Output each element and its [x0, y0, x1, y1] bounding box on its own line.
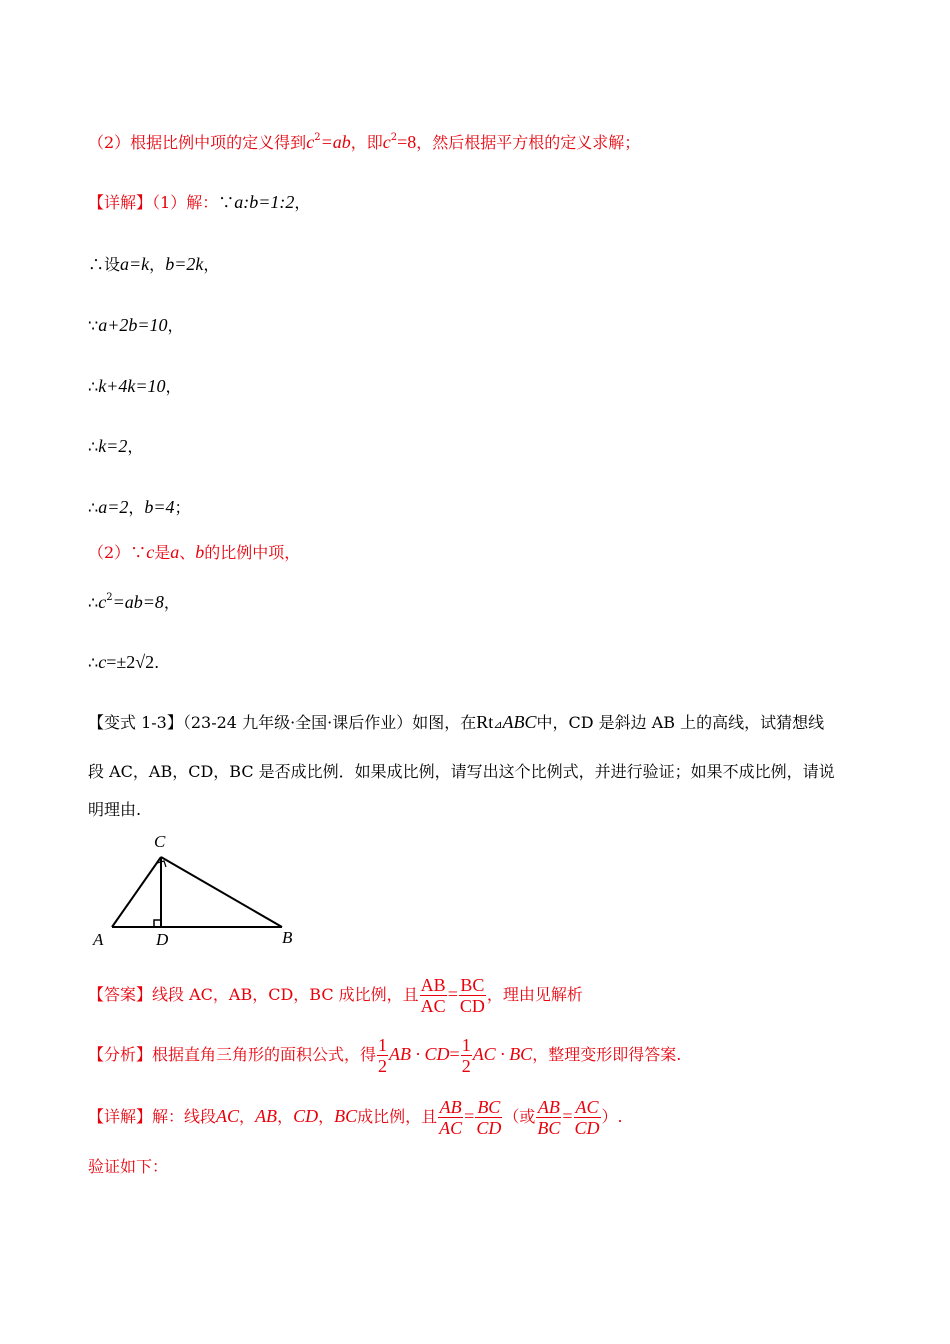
detail-line-1: 【详解】（1）解：∵a:b=1:2， — [88, 192, 311, 212]
label-a: A — [93, 930, 104, 949]
detail-tag-2: 【详解】 — [88, 1107, 153, 1126]
step-substitute: ∴k+4k=10， — [88, 376, 182, 396]
label-c: C — [154, 832, 166, 851]
fraction-ab-bc: $\frac{AB}{BC}$ — [537, 1097, 561, 1138]
fraction-bc-cd-2: $\frac{BC}{CD}$ — [476, 1097, 502, 1138]
question-line-3: 明理由. — [88, 800, 142, 819]
question-line-2: 段 AC，AB，CD，BC 是否成比例．如果成比例，请写出这个比例式，并进行验证；如果不成比例，请说 — [88, 762, 835, 781]
right-triangle-figure — [88, 830, 308, 955]
label-b: B — [282, 928, 293, 947]
fraction-ab-ac-2: $\frac{AB}{AC}$ — [439, 1097, 463, 1138]
answer-tag: 【答案】 — [88, 985, 153, 1004]
step-set-k: ∴设a=k，b=2k， — [88, 254, 220, 274]
detail-line-2: 【详解】解：线段AC，AB，CD，BC成比例，且 $\frac{AB}{AC}$ = $\frac{BC}{CD}$ （或 $\frac{AB}{BC}$ = $\frac{AC}{CD}$ ）. — [88, 1097, 623, 1138]
step-c-squared: $\therefore c^2=ab=8$， — [88, 592, 180, 612]
question-line-1: 【变式 1-3】（23-24 九年级·全国·课后作业）如图，在Rt⊿ABC中，CD 是斜边 AB 上的高线，试猜想线 — [88, 712, 825, 732]
fraction-half-2: $\frac{1}{2}$ — [461, 1035, 471, 1076]
step-part2-given: （2）∵c是a、b的比例中项， — [88, 542, 301, 562]
fraction-ac-cd: $\frac{AC}{CD}$ — [574, 1097, 600, 1138]
label-d: D — [156, 930, 169, 949]
analysis-line: 【分析】根据直角三角形的面积公式，得 $\frac{1}{2}$ AB · CD= $\frac{1}{2}$ AC · BC，整理变形即得答案. — [88, 1035, 682, 1076]
triangle-diagram — [88, 830, 308, 955]
side-ac — [112, 857, 161, 927]
fraction-bc-cd: $\frac{BC}{CD}$ — [459, 975, 485, 1016]
detail-tag: 【详解】 — [88, 193, 153, 212]
step-result-ab: ∴a=2，b=4； — [88, 497, 191, 517]
step-given: ∵a+2b=10， — [88, 315, 184, 335]
answer-line: 【答案】线段 AC，AB，CD，BC 成比例，且 $\frac{AB}{AC}$ = $\frac{BC}{CD}$ ，理由见解析 — [88, 975, 583, 1016]
right-angle-mark-d — [154, 920, 161, 927]
fraction-ab-ac: $\frac{AB}{AC}$ — [420, 975, 446, 1016]
fraction-half-1: $\frac{1}{2}$ — [378, 1035, 388, 1076]
variant-tag: 【变式 1-3】 — [88, 713, 183, 732]
analysis-tag: 【分析】 — [88, 1045, 153, 1064]
side-cb — [161, 857, 282, 927]
step-c-value: ∴c=±2√2. — [88, 652, 160, 672]
analysis-line-2: （2）根据比例中项的定义得到$c^2=ab$，即$c^2=8$，然后根据平方根的定义求解； — [88, 132, 641, 152]
verify-heading: 验证如下： — [88, 1157, 169, 1176]
step-k-value: ∴k=2， — [88, 436, 144, 456]
